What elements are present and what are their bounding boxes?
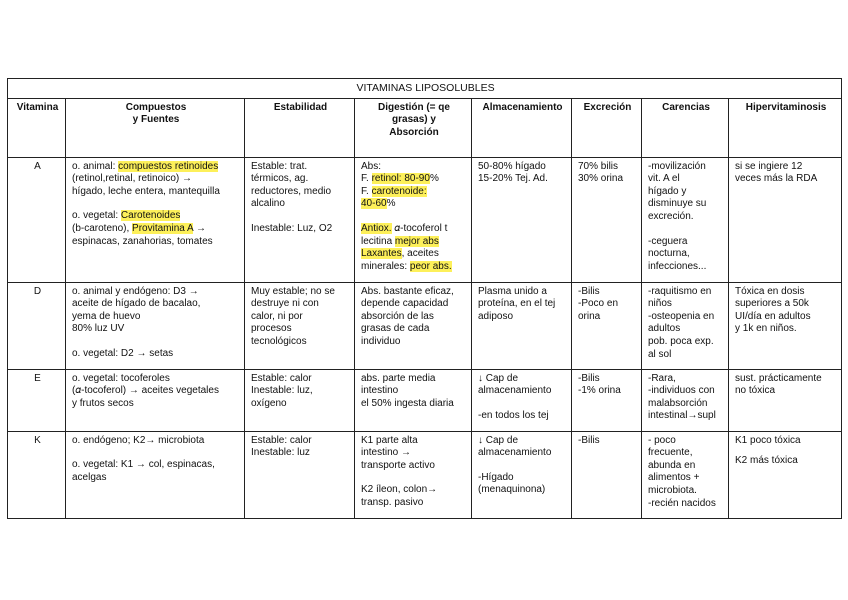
cell-carencias: -Rara, -individuos con malabsorción intestinal→supl: [642, 369, 729, 431]
cell-compuestos: o. endógeno; K2→ microbiota o. vegetal: K1 → col, espinacas, acelgas: [66, 431, 245, 518]
vitamin-name: A: [8, 157, 66, 282]
header-carencias: Carencias: [642, 98, 729, 157]
cell-compuestos: o. animal: compuestos retinoides (retinol,retinal, retinoico) → hígado, leche entera, mantequilla o. vegetal: Carotenoides (b-caroteno), Provitamina A → espinacas, zanahorias, tomates: [66, 157, 245, 282]
cell-compuestos: o. vegetal: tocoferoles (𝛼-tocoferol) → aceites vegetales y frutos secos: [66, 369, 245, 431]
cell-almacenamiento: 50-80% hígado 15-20% Tej. Ad.: [472, 157, 572, 282]
header-digestion-line2: grasas) y: [392, 114, 436, 126]
header-estabilidad: Estabilidad: [245, 98, 355, 157]
cell-carencias: - poco frecuente, abunda en alimentos + microbiota. -recién nacidos: [642, 431, 729, 518]
header-hipervitaminosis: Hipervitaminosis: [729, 98, 842, 157]
header-excrecion: Excreción: [572, 98, 642, 157]
cell-excrecion: -Bilis -1% orina: [572, 369, 642, 431]
vitamin-name: D: [8, 282, 66, 369]
header-digestion: [355, 98, 472, 157]
cell-estabilidad: Estable: calor Inestable: luz: [245, 431, 355, 518]
cell-excrecion: 70% bilis 30% orina: [572, 157, 642, 282]
cell-digestion: Abs. bastante eficaz, depende capacidad absorción de las grasas de cada individuo: [355, 282, 472, 369]
cell-estabilidad: Estable: calor Inestable: luz, oxígeno: [245, 369, 355, 431]
header-digestion-line1: Digestión (= qe: [378, 101, 450, 113]
vitamin-name: K: [8, 431, 66, 518]
vitamin-name: E: [8, 369, 66, 431]
table-row: [8, 369, 842, 431]
cell-carencias: -movilización vit. A el hígado y disminuye su excreción. -ceguera nocturna, infecciones...: [642, 157, 729, 282]
cell-hipervitaminosis: K1 poco tóxica K2 más tóxica: [729, 431, 842, 518]
header-digestion-line3: Absorción: [389, 126, 439, 138]
cell-excrecion: -Bilis: [572, 431, 642, 518]
cell-almacenamiento: Plasma unido a proteína, en el tej adiposo: [472, 282, 572, 369]
table-title: VITAMINAS LIPOSOLUBLES: [8, 79, 842, 99]
table-row: [8, 431, 842, 518]
cell-digestion: Abs: F. retinol: 80-90% F. carotenoide: 40-60% Antiox. 𝛼-tocoferol t lecitina mejor abs Laxantes, aceites minerales: peor abs.: [355, 157, 472, 282]
header-vitamina: Vitamina: [8, 98, 66, 157]
cell-estabilidad: Muy estable; no se destruye ni con calor, ni por procesos tecnológicos: [245, 282, 355, 369]
header-compuestos-line1: Compuestos: [125, 101, 187, 113]
cell-carencias: -raquitismo en niños -osteopenia en adultos pob. poca exp. al sol: [642, 282, 729, 369]
cell-estabilidad: Estable: trat. térmicos, ag. reductores, medio alcalino Inestable: Luz, O2: [245, 157, 355, 282]
table-row: [8, 157, 842, 282]
title-row: [8, 79, 842, 99]
cell-hipervitaminosis: Tóxica en dosis superiores a 50k UI/día en adultos y 1k en niños.: [729, 282, 842, 369]
cell-almacenamiento: ↓ Cap de almacenamiento -en todos los tej: [472, 369, 572, 431]
cell-digestion: K1 parte alta intestino → transporte activo K2 íleon, colon→ transp. pasivo: [355, 431, 472, 518]
cell-compuestos: o. animal y endógeno: D3 → aceite de hígado de bacalao, yema de huevo 80% luz UV o. vegetal: D2 → setas: [66, 282, 245, 369]
vitamins-table: [7, 78, 842, 519]
header-row: [8, 98, 842, 157]
header-compuestos: [66, 98, 245, 157]
header-almacenamiento: Almacenamiento: [472, 98, 572, 157]
cell-excrecion: -Bilis -Poco en orina: [572, 282, 642, 369]
cell-hipervitaminosis: si se ingiere 12 veces más la RDA: [729, 157, 842, 282]
cell-digestion: abs. parte media intestino el 50% ingesta diaria: [355, 369, 472, 431]
cell-almacenamiento: ↓ Cap de almacenamiento -Hígado (menaquinona): [472, 431, 572, 518]
header-compuestos-line2: y Fuentes: [132, 114, 180, 126]
table-row: [8, 282, 842, 369]
cell-hipervitaminosis: sust. prácticamente no tóxica: [729, 369, 842, 431]
